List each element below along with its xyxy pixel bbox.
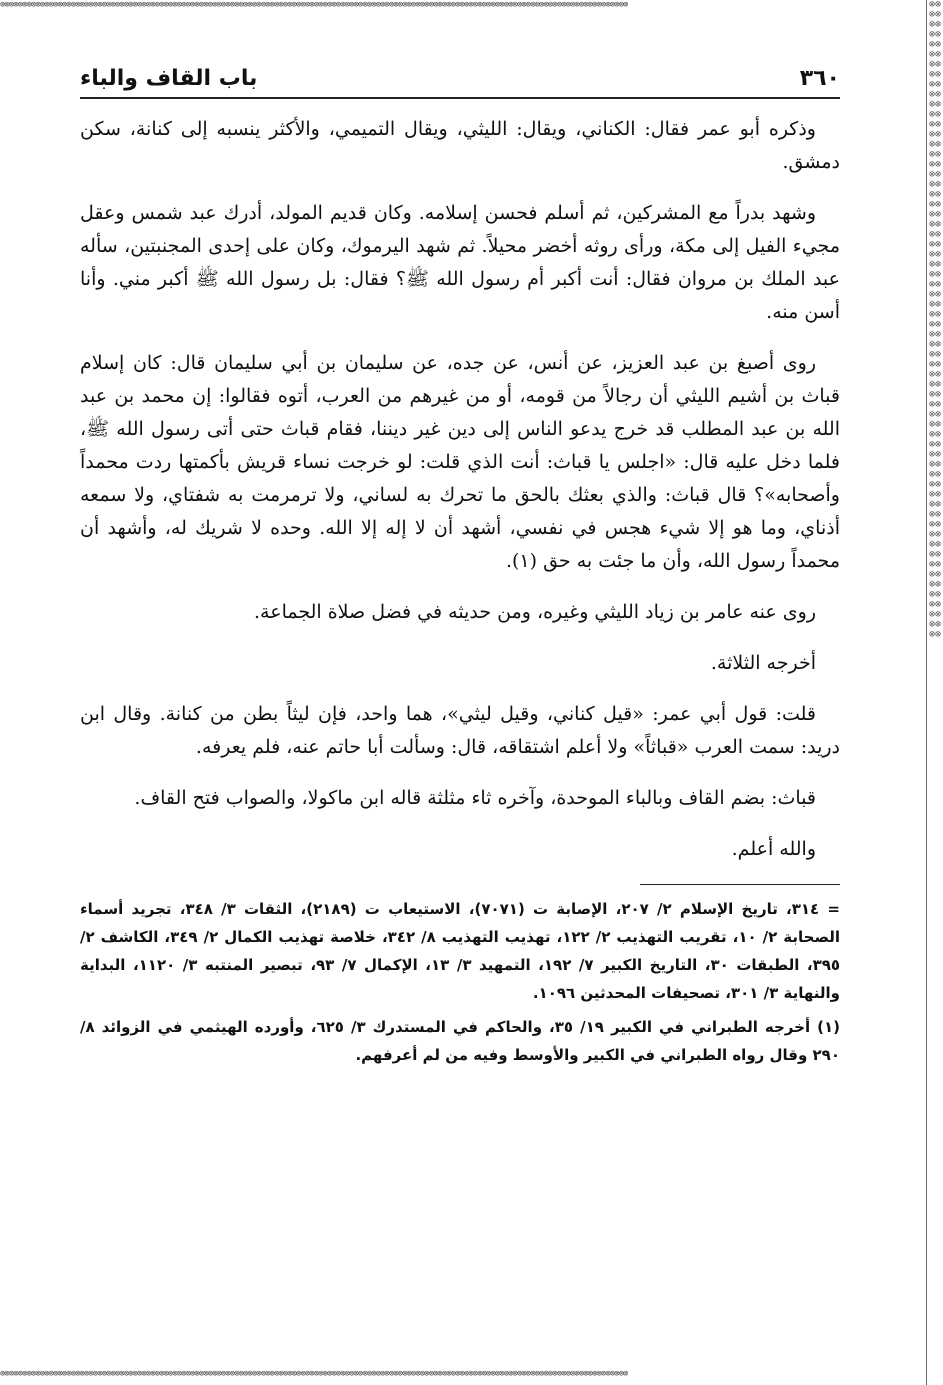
footnote-continuation: = ٣١٤، تاريخ الإسلام ٢/ ٢٠٧، الإصابة ت (٧٠٧١)، الاستيعاب ت (٢١٨٩)، الثقات ٣/ ٣٤٨، تجريد أسماء الصحابة ٢/ ١٠، تقريب التهذيب ٢/ ١٢٢، تهذيب التهذيب ٨/ ٣٤٢، خلاصة تهذيب الكمال ٢/ ٣٤٩، الكاشف ٢/ ٣٩٥، الطبقات ٣٠، التاريخ الكبير ٧/ ١٩٢، التمهيد ٣/ ١٣، الإكمال ٧/ ٩٣، تبصير المنتبه ٣/ ١١٢٠، البداية والنهاية ٣/ ٣٠١، تصحيفات المحدثين ١٠٩٦. xyxy=(80,900,841,1002)
paragraph-1: وذكره أبو عمر فقال: الكناني، ويقال: الليثي، ويقال التميمي، والأكثر ينسبه إلى كنانة، سكن دمشق. xyxy=(80,118,840,173)
paragraph-4: روى عنه عامر بن زياد الليثي وغيره، ومن حديثه في فضل صلاة الجماعة. xyxy=(254,601,816,623)
book-page xyxy=(80,66,840,1075)
chapter-title: باب القاف والباء xyxy=(80,66,258,91)
paragraph-3: روى أصبغ بن عبد العزيز، عن أنس، عن جده، عن سليمان بن أبي سليمان قال: كان إسلام قباث بن أشيم الليثي أن رجالاً من قومه، أو من غيرهم من العرب، أتوه فقالوا: إن محمد بن عبد الله بن عبد المطلب قد خرج يدعو الناس إلى دين غير ديننا، فقام قباث حتى أتى رسول الله ﷺ، فلما دخل عليه قال: «اجلس يا قباث: أنت الذي قلت: لو خرجت نساء قريش بأكمتها ردت محمداً وأصحابه»؟ قال قباث: والذي بعثك بالحق ما تحرك به لساني، ولا ترمرمت به شفتاي، ولا سمعه أذناي، وما هو إلا شيء هجس في نفسي، أشهد أن لا إله إلا الله. وحده لا شريك له، وأشهد أن محمداً رسول الله، وأن ما جئت به حق (١). xyxy=(80,352,840,572)
decorative-border-top: ⊗⊗⊗⊗⊗⊗⊗⊗⊗⊗⊗⊗⊗⊗⊗⊗⊗⊗⊗⊗⊗⊗⊗⊗⊗⊗⊗⊗⊗⊗⊗⊗⊗⊗⊗⊗⊗⊗⊗⊗⊗⊗⊗⊗⊗⊗⊗⊗⊗⊗⊗⊗⊗⊗⊗⊗⊗⊗⊗⊗⊗⊗⊗⊗⊗⊗⊗⊗⊗⊗⊗⊗⊗⊗⊗⊗⊗⊗⊗⊗⊗⊗⊗⊗⊗⊗⊗⊗⊗⊗⊗⊗⊗⊗⊗⊗⊗⊗⊗⊗⊗⊗⊗⊗⊗⊗⊗⊗⊗⊗⊗⊗⊗⊗⊗⊗⊗⊗⊗⊗⊗⊗⊗⊗⊗⊗⊗⊗⊗⊗⊗⊗⊗⊗⊗⊗⊗⊗⊗⊗⊗⊗ xyxy=(0,0,628,10)
paragraph-5: أخرجه الثلاثة. xyxy=(710,652,816,674)
paragraph-2: وشهد بدراً مع المشركين، ثم أسلم فحسن إسلامه. وكان قديم المولد، أدرك عبد شمس وعقل مجيء الفيل إلى مكة، ورأى روثه أخضر محيلاً. ثم شهد اليرموك، وكان على إحدى المجنبتين، سأله عبد الملك بن مروان فقال: أنت أكبر أم رسول الله ﷺ؟ فقال: بل رسول الله ﷺ أكبر مني. وأنا أسن منه. xyxy=(80,202,840,323)
page-number: ٣٦٠ xyxy=(799,66,840,91)
decorative-border-right: ⊗⊗⊗⊗⊗⊗⊗⊗⊗⊗⊗⊗⊗⊗⊗⊗⊗⊗⊗⊗⊗⊗⊗⊗⊗⊗⊗⊗⊗⊗⊗⊗⊗⊗⊗⊗⊗⊗⊗⊗⊗⊗⊗⊗⊗⊗⊗⊗⊗⊗⊗⊗⊗⊗⊗⊗⊗⊗⊗⊗⊗⊗⊗⊗⊗⊗⊗⊗⊗⊗⊗⊗⊗⊗⊗⊗⊗⊗⊗⊗⊗⊗⊗⊗⊗⊗⊗⊗⊗⊗⊗⊗⊗⊗⊗⊗⊗⊗⊗⊗⊗⊗⊗⊗⊗⊗⊗⊗⊗⊗⊗⊗⊗⊗⊗⊗⊗⊗⊗⊗⊗⊗⊗⊗⊗⊗⊗⊗ xyxy=(926,0,943,1385)
page-header xyxy=(80,66,840,99)
paragraph-8: والله أعلم. xyxy=(731,838,816,860)
footnotes xyxy=(80,895,840,1069)
paragraph-6: قلت: قول أبي عمر: «قيل كناني، وقيل ليثي»، هما واحد، فإن ليثاً بطن من كنانة. وقال ابن دريد: سمت العرب «قباثاً» ولا أعلم اشتقاقه، قال: وسألت أبا حاتم عنه، فلم يعرفه. xyxy=(80,703,840,758)
decorative-border-bottom: ⊗⊗⊗⊗⊗⊗⊗⊗⊗⊗⊗⊗⊗⊗⊗⊗⊗⊗⊗⊗⊗⊗⊗⊗⊗⊗⊗⊗⊗⊗⊗⊗⊗⊗⊗⊗⊗⊗⊗⊗⊗⊗⊗⊗⊗⊗⊗⊗⊗⊗⊗⊗⊗⊗⊗⊗⊗⊗⊗⊗⊗⊗⊗⊗⊗⊗⊗⊗⊗⊗⊗⊗⊗⊗⊗⊗⊗⊗⊗⊗⊗⊗⊗⊗⊗⊗⊗⊗⊗⊗⊗⊗⊗⊗⊗⊗⊗⊗⊗⊗⊗⊗⊗⊗⊗⊗⊗⊗⊗⊗⊗⊗⊗⊗⊗⊗⊗⊗⊗⊗⊗⊗⊗⊗⊗⊗⊗⊗⊗⊗⊗⊗⊗⊗⊗⊗⊗⊗⊗⊗⊗⊗ xyxy=(0,1369,628,1379)
footnote-1: (١) أخرجه الطبراني في الكبير ١٩/ ٣٥، والحاكم في المستدرك ٣/ ٦٢٥، وأورده الهيثمي في الزوائد ٨/ ٢٩٠ وقال رواه الطبراني في الكبير والأوسط وفيه من لم أعرفهم. xyxy=(80,1018,840,1064)
paragraph-7: قباث: بضم القاف وبالباء الموحدة، وآخره ثاء مثلثة قاله ابن ماكولا، والصواب فتح القاف. xyxy=(134,787,816,809)
footnote-separator xyxy=(640,884,840,885)
